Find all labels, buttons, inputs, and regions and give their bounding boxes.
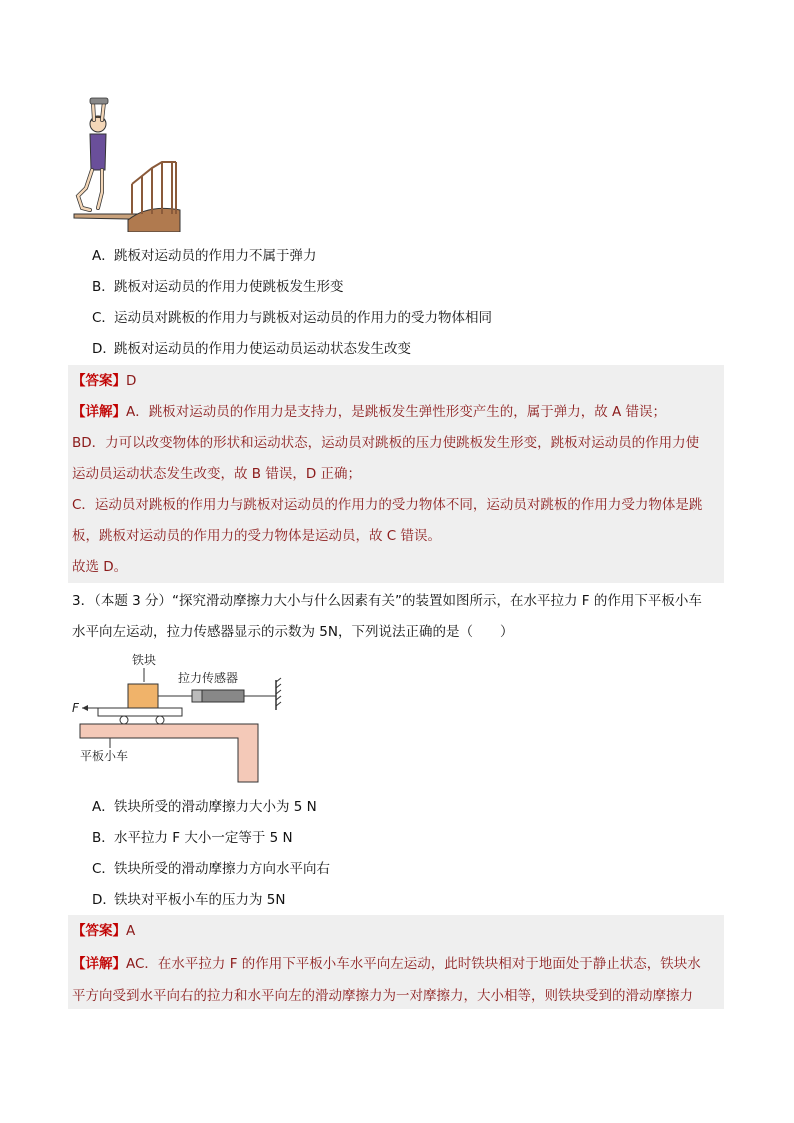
sensor-label: 拉力传感器 <box>178 671 239 685</box>
q3-option-d: D．铁块对平板小车的压力为 5N <box>92 892 286 908</box>
q3-option-c: C．铁块所受的滑动摩擦力方向水平向右 <box>92 861 330 877</box>
q3-detail-line-2: 平方向受到水平向右的拉力和水平向左的滑动摩擦力为一对摩擦力，大小相等，则铁块受到的滑动摩擦力 <box>72 988 693 1004</box>
flat-cart <box>98 708 182 716</box>
question-3-line-1: 3．（本题 3 分）“探究滑动摩擦力大小与什么因素有关”的装置如图所示，在水平拉力 F 的作用下平板小车 <box>72 593 702 609</box>
cart-label: 平板小车 <box>80 749 129 763</box>
detail-line-6: 故选 D。 <box>72 559 128 575</box>
q3-detail-line-1: 【详解】AC．在水平拉力 F 的作用下平板小车水平向左运动，此时铁块相对于地面处于静止状态，铁块水 <box>72 956 701 972</box>
q3-option-a: A．铁块所受的滑动摩擦力大小为 5 N <box>92 799 317 815</box>
question-3-line-2: 水平向左运动，拉力传感器显示的示数为 5N，下列说法正确的是（ ） <box>72 624 514 640</box>
answer-line: 【答案】D <box>72 373 137 389</box>
q3-answer-line: 【答案】A <box>72 923 136 939</box>
detail-line-2: BD．力可以改变物体的形状和运动状态，运动员对跳板的压力使跳板发生形变，跳板对运动员的作用力使 <box>72 435 700 451</box>
iron-block-label: 铁块 <box>132 653 157 667</box>
friction-apparatus-figure <box>68 650 288 790</box>
option-b: B．跳板对运动员的作用力使跳板发生形变 <box>92 279 344 295</box>
option-a: A．跳板对运动员的作用力不属于弹力 <box>92 248 317 264</box>
iron-block <box>128 684 158 708</box>
detail-line-1: 【详解】A．跳板对运动员的作用力是支持力，是跳板发生弹性形变产生的，属于弹力，故 A 错误； <box>72 404 667 420</box>
option-d: D．跳板对运动员的作用力使运动员运动状态发生改变 <box>92 341 411 357</box>
force-label: F <box>72 701 79 715</box>
q3-option-b: B．水平拉力 F 大小一定等于 5 N <box>92 830 293 846</box>
detail-line-5: 板，跳板对运动员的作用力的受力物体是运动员，故 C 错误。 <box>72 528 442 544</box>
diver-springboard-figure <box>68 92 188 232</box>
option-c: C．运动员对跳板的作用力与跳板对运动员的作用力的受力物体相同 <box>92 310 492 326</box>
detail-line-4: C．运动员对跳板的作用力与跳板对运动员的作用力的受力物体不同，运动员对跳板的作用力受力物体是跳 <box>72 497 703 513</box>
detail-line-3: 运动员运动状态发生改变，故 B 错误，D 正确； <box>72 466 362 482</box>
